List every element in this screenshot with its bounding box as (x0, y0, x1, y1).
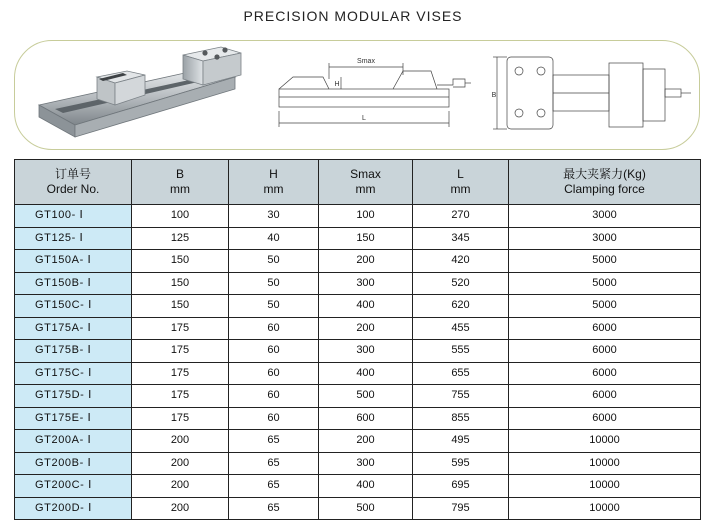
clamping-force-cell: 5000 (509, 250, 701, 273)
b-cell: 175 (132, 362, 229, 385)
l-cell: 595 (413, 452, 509, 475)
clamping-force-cell: 10000 (509, 452, 701, 475)
h-cell: 65 (229, 452, 319, 475)
h-cell: 65 (229, 430, 319, 453)
order-no-cell: GT125- Ⅰ (15, 227, 132, 250)
l-cell: 520 (413, 272, 509, 295)
smax-cell: 600 (319, 407, 413, 430)
header-clamping-force: 最大夹紧力(Kg) Clamping force (509, 160, 701, 205)
smax-cell: 200 (319, 430, 413, 453)
smax-cell: 200 (319, 317, 413, 340)
order-no-cell: GT175E- Ⅰ (15, 407, 132, 430)
clamping-force-cell: 6000 (509, 407, 701, 430)
order-no-cell: GT150B- Ⅰ (15, 272, 132, 295)
h-cell: 50 (229, 272, 319, 295)
smax-cell: 300 (319, 452, 413, 475)
top-view-drawing (485, 47, 695, 143)
order-no-cell: GT200D- Ⅰ (15, 497, 132, 520)
clamping-force-cell: 3000 (509, 227, 701, 250)
order-no-cell: GT200C- Ⅰ (15, 475, 132, 498)
l-cell: 655 (413, 362, 509, 385)
b-cell: 125 (132, 227, 229, 250)
smax-cell: 500 (319, 385, 413, 408)
order-no-cell: GT200A- Ⅰ (15, 430, 132, 453)
h-cell: 60 (229, 317, 319, 340)
l-cell: 855 (413, 407, 509, 430)
table-row (15, 295, 701, 318)
side-view-drawing (273, 49, 473, 139)
table-header-row (15, 160, 701, 205)
smax-cell: 200 (319, 250, 413, 273)
l-label: L (362, 115, 366, 122)
smax-cell: 400 (319, 475, 413, 498)
header-l: L mm (413, 160, 509, 205)
header-smax: Smax mm (319, 160, 413, 205)
table-row (15, 317, 701, 340)
h-label: H (334, 81, 340, 88)
b-cell: 150 (132, 295, 229, 318)
b-label: B (491, 92, 497, 99)
smax-cell: 500 (319, 497, 413, 520)
l-cell: 270 (413, 205, 509, 228)
h-cell: 50 (229, 250, 319, 273)
table-row (15, 272, 701, 295)
table-row (15, 340, 701, 363)
clamping-force-cell: 3000 (509, 205, 701, 228)
b-cell: 150 (132, 272, 229, 295)
clamping-force-cell: 6000 (509, 385, 701, 408)
clamping-force-cell: 6000 (509, 362, 701, 385)
order-no-cell: GT150C- Ⅰ (15, 295, 132, 318)
vise-photo (35, 43, 245, 143)
table-row (15, 452, 701, 475)
h-cell: 60 (229, 385, 319, 408)
table-row (15, 362, 701, 385)
b-cell: 100 (132, 205, 229, 228)
h-cell: 50 (229, 295, 319, 318)
clamping-force-cell: 5000 (509, 295, 701, 318)
table-row (15, 407, 701, 430)
smax-label: Smax (357, 58, 375, 65)
order-no-cell: GT100- Ⅰ (15, 205, 132, 228)
h-cell: 40 (229, 227, 319, 250)
header-order-no: 订单号 Order No. (15, 160, 132, 205)
l-cell: 555 (413, 340, 509, 363)
b-cell: 175 (132, 340, 229, 363)
h-cell: 65 (229, 497, 319, 520)
order-no-cell: GT150A- Ⅰ (15, 250, 132, 273)
clamping-force-cell: 10000 (509, 430, 701, 453)
smax-cell: 400 (319, 295, 413, 318)
table-row (15, 227, 701, 250)
clamping-force-cell: 5000 (509, 272, 701, 295)
product-banner (14, 40, 700, 150)
order-no-cell: GT175C- Ⅰ (15, 362, 132, 385)
b-cell: 200 (132, 475, 229, 498)
b-cell: 200 (132, 497, 229, 520)
b-cell: 200 (132, 430, 229, 453)
header-b: B mm (132, 160, 229, 205)
l-cell: 695 (413, 475, 509, 498)
l-cell: 455 (413, 317, 509, 340)
table-row (15, 497, 701, 520)
l-cell: 420 (413, 250, 509, 273)
h-cell: 65 (229, 475, 319, 498)
h-cell: 60 (229, 340, 319, 363)
clamping-force-cell: 6000 (509, 317, 701, 340)
b-cell: 175 (132, 317, 229, 340)
l-cell: 620 (413, 295, 509, 318)
smax-cell: 300 (319, 272, 413, 295)
page-title: PRECISION MODULAR VISES (243, 8, 463, 24)
smax-cell: 100 (319, 205, 413, 228)
header-h: H mm (229, 160, 319, 205)
l-cell: 755 (413, 385, 509, 408)
table-row (15, 205, 701, 228)
b-cell: 150 (132, 250, 229, 273)
order-no-cell: GT200B- Ⅰ (15, 452, 132, 475)
table-body (15, 205, 701, 520)
h-cell: 30 (229, 205, 319, 228)
b-cell: 175 (132, 385, 229, 408)
b-cell: 200 (132, 452, 229, 475)
table-row (15, 385, 701, 408)
order-no-cell: GT175B- Ⅰ (15, 340, 132, 363)
h-cell: 60 (229, 407, 319, 430)
smax-cell: 150 (319, 227, 413, 250)
order-no-cell: GT175A- Ⅰ (15, 317, 132, 340)
l-cell: 345 (413, 227, 509, 250)
clamping-force-cell: 10000 (509, 475, 701, 498)
specification-table (14, 159, 701, 520)
table-row (15, 250, 701, 273)
smax-cell: 300 (319, 340, 413, 363)
h-cell: 60 (229, 362, 319, 385)
clamping-force-cell: 6000 (509, 340, 701, 363)
table-row (15, 475, 701, 498)
b-cell: 175 (132, 407, 229, 430)
table-row (15, 430, 701, 453)
clamping-force-cell: 10000 (509, 497, 701, 520)
smax-cell: 400 (319, 362, 413, 385)
l-cell: 495 (413, 430, 509, 453)
l-cell: 795 (413, 497, 509, 520)
order-no-cell: GT175D- Ⅰ (15, 385, 132, 408)
